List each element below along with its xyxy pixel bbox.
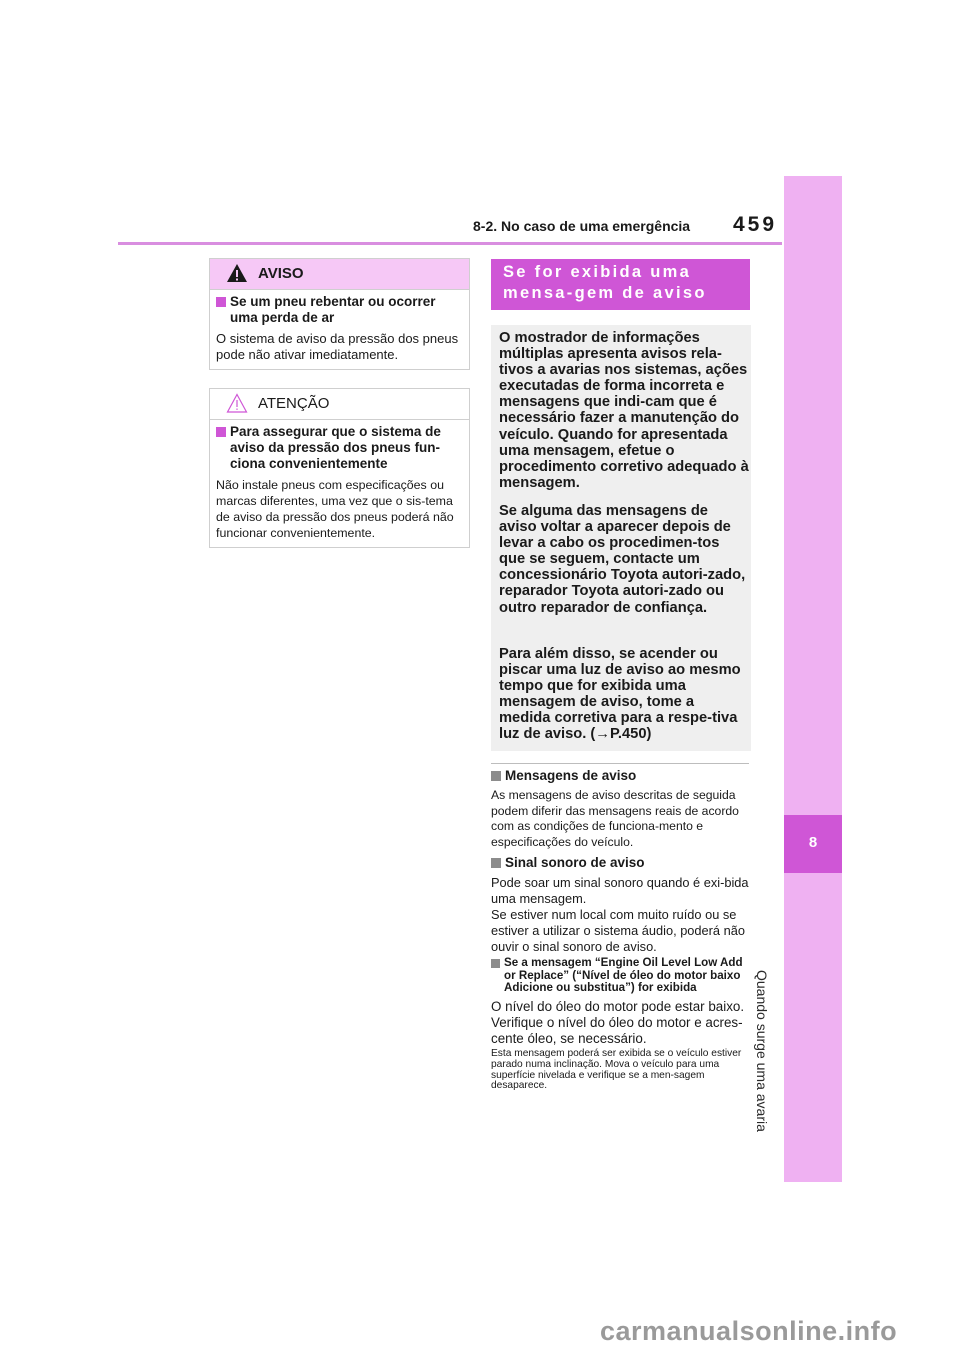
oil-text: O nível do óleo do motor pode estar baixo. Verifique o nível do óleo do motor e acres-cente óleo, se necessário. xyxy=(491,999,745,1047)
atencao-box xyxy=(209,388,470,548)
header-rule xyxy=(118,242,782,245)
atencao-text: Não instale pneus com especificações ou marcas diferentes, uma vez que o sis-tema de aviso da pressão dos pneus poderá não funcionar convenientemente. xyxy=(216,478,454,540)
watermark: carmanualsonline.info xyxy=(600,1316,898,1346)
message-section-title-bar xyxy=(491,259,750,310)
section-divider xyxy=(491,763,749,764)
oil-heading xyxy=(491,957,751,995)
oil-heading-text: Se a mensagem “Engine Oil Level Low Add or Replace” (“Nível de óleo do motor baixo Adicione ou substitua”) for exibida xyxy=(504,956,743,995)
mensagens-section xyxy=(491,768,751,851)
atencao-title: ATENÇÃO xyxy=(258,395,330,412)
sinal-heading-text: Sinal sonoro de aviso xyxy=(505,855,645,870)
oil-note: Esta mensagem poderá ser exibida se o veículo estiver parado numa inclinação. Mova o veículo para uma superfície nivelada e verifique se a men-sagem desaparece. xyxy=(491,1048,742,1092)
atencao-heading-text: Para assegurar que o sistema de aviso da pressão dos pneus fun-ciona convenientemente xyxy=(230,424,441,471)
bullet-square-icon xyxy=(216,427,226,437)
caution-triangle-icon xyxy=(226,393,248,413)
aviso-box-header xyxy=(210,259,469,290)
info-box xyxy=(491,325,751,751)
chapter-title: Quando surge uma avaria xyxy=(754,970,770,1132)
aviso-box xyxy=(209,258,470,370)
sinal-text: Se estiver num local com muito ruído ou se estiver a utilizar o sistema áudio, poderá não ouvir o sinal sonoro de aviso. xyxy=(491,906,745,954)
warning-triangle-icon xyxy=(226,263,248,283)
bullet-square-icon xyxy=(216,297,226,307)
bullet-square-icon xyxy=(491,858,501,868)
atencao-heading xyxy=(216,424,463,472)
message-section-title: Se for exibida uma mensa-gem de aviso xyxy=(503,263,707,302)
bullet-square-icon xyxy=(491,771,501,781)
info-paragraph: Se alguma das mensagens de aviso voltar a aparecer depois de levar a cabo os procedimen-tos que se seguem, contacte um concessionário Toyota autori-zado, reparador Toyota autori-zado ou outro reparador de confiança. xyxy=(499,503,746,616)
atencao-box-header xyxy=(210,389,469,420)
bullet-square-icon xyxy=(491,959,500,968)
aviso-text: O sistema de aviso da pressão dos pneus pode não ativar imediatamente. xyxy=(216,331,459,362)
page-number: 459 xyxy=(733,213,778,236)
aviso-heading-text: Se um pneu rebentar ou ocorrer uma perda de ar xyxy=(230,294,436,325)
mensagens-text: As mensagens de aviso descritas de seguida podem diferir das mensagens reais de acordo com as condições de funciona-mento e especificações do veículo. xyxy=(491,788,739,850)
chapter-side-strip xyxy=(784,176,842,1182)
mensagens-heading xyxy=(491,768,751,784)
oil-section xyxy=(491,957,751,1092)
info-paragraph: O mostrador de informações múltiplas apresenta avisos rela-tivos a avarias nos sistemas, ações executadas de forma incorreta e mensagens que indi-cam que é necessário fazer a manutenção do veículo. Quando for apresentada uma mensagem, efetue o procedimento corretivo adequado à mensagem. xyxy=(499,330,749,491)
section-title: 8-2. No caso de uma emergência xyxy=(473,218,691,234)
sinal-text: Pode soar um sinal sonoro quando é exi-bida uma mensagem. xyxy=(491,875,749,906)
info-paragraph: Para além disso, se acender ou piscar uma luz de aviso ao mesmo tempo que for exibida uma mensagem de aviso, tome a medida corretiva para a respe-tiva luz de aviso. (→P.450) xyxy=(499,646,741,743)
sinal-heading xyxy=(491,855,751,871)
aviso-heading xyxy=(216,294,463,326)
chapter-number: 8 xyxy=(808,834,818,851)
mensagens-heading-text: Mensagens de aviso xyxy=(505,768,637,783)
sinal-section xyxy=(491,855,751,955)
aviso-title: AVISO xyxy=(258,265,304,282)
